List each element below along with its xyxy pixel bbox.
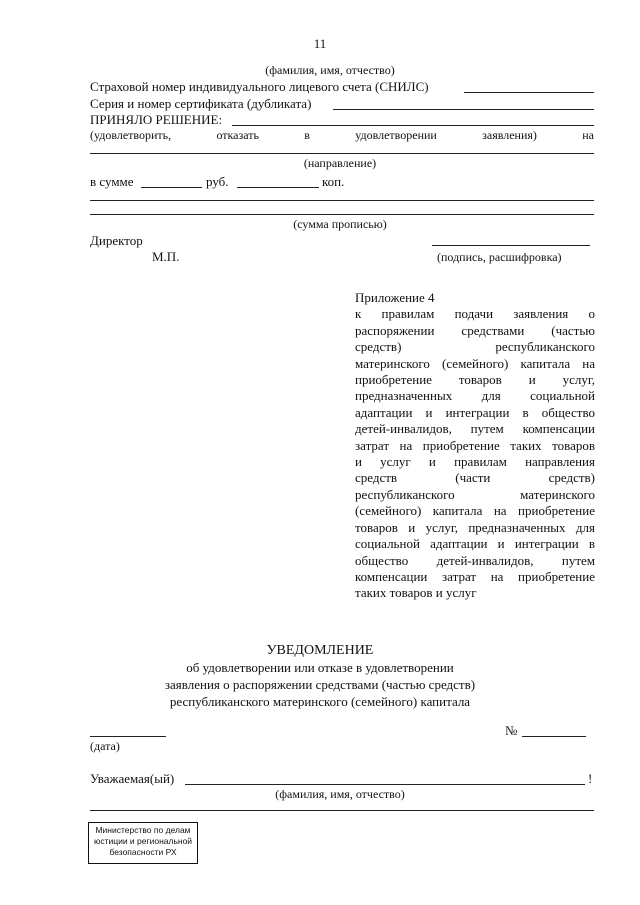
snils-field-line bbox=[464, 92, 594, 93]
option-to: на bbox=[582, 128, 594, 142]
direction-field-line bbox=[90, 153, 594, 154]
director-label: Директор bbox=[90, 233, 143, 248]
sum-words-line-2 bbox=[90, 214, 594, 215]
certificate-field-line bbox=[333, 109, 594, 110]
option-application: заявления) bbox=[482, 128, 537, 142]
appendix-line: средств (части средств) bbox=[355, 470, 595, 486]
ministry-stamp bbox=[88, 822, 198, 864]
seal-label: М.П. bbox=[152, 249, 180, 264]
page-number: 11 bbox=[313, 36, 327, 51]
decision-label: ПРИНЯЛО РЕШЕНИЕ: bbox=[90, 112, 223, 127]
greeting-label: Уважаемая(ый) bbox=[90, 771, 175, 786]
decision-options-row bbox=[90, 128, 594, 143]
appendix-line: материнского (семейного) капитала на bbox=[355, 355, 595, 371]
appendix-line: общество детей-инвалидов, путем bbox=[355, 552, 595, 568]
stamp-line: безопасности РХ bbox=[109, 847, 177, 857]
sum-words-caption: (сумма прописью) bbox=[293, 217, 387, 231]
number-sign: № bbox=[505, 723, 518, 738]
appendix-line: социальной адаптации и интеграции в bbox=[355, 536, 595, 552]
snils-label: Страховой номер индивидуального лицевого счета (СНИЛС) bbox=[90, 79, 429, 94]
option-satisfy: (удовлетворить, bbox=[90, 128, 172, 142]
appendix-line: затрат на приобретение таких товаров bbox=[355, 437, 595, 453]
signature-caption: (подпись, расшифровка) bbox=[437, 250, 562, 264]
date-caption: (дата) bbox=[90, 739, 120, 753]
sum-words-line-1 bbox=[90, 200, 594, 201]
appendix-line: детей-инвалидов, путем компенсации bbox=[355, 421, 595, 437]
notice-subtitle-2: заявления о распоряжении средствами (частью средств) bbox=[164, 677, 476, 692]
appendix-title: Приложение 4 bbox=[355, 290, 435, 305]
appendix-line: и услуг и правилам направления bbox=[355, 454, 595, 470]
exclamation-mark: ! bbox=[588, 771, 593, 786]
bottom-line bbox=[90, 810, 594, 811]
signature-line bbox=[432, 245, 590, 246]
option-refuse: отказать bbox=[216, 128, 259, 142]
notice-title: УВЕДОМЛЕНИЕ bbox=[266, 643, 374, 658]
appendix-line: товаров и услуг, предназначенных для bbox=[355, 519, 595, 535]
notice-subtitle-3: республиканского материнского (семейного) капитала bbox=[169, 694, 471, 709]
number-field-line bbox=[522, 736, 586, 737]
rub-field-line bbox=[141, 187, 202, 188]
appendix-line: (семейного) капитала на приобретение bbox=[355, 503, 595, 519]
notice-subtitle-1: об удовлетворении или отказе в удовлетворении bbox=[186, 660, 454, 675]
appendix-line: средств) республиканского bbox=[355, 339, 595, 355]
date-field-line bbox=[90, 736, 166, 737]
appendix-line: таких товаров и услуг bbox=[355, 585, 477, 601]
appendix-block bbox=[355, 290, 595, 602]
appendix-line: компенсации затрат на приобретение bbox=[355, 568, 595, 584]
appendix-line: распоряжении средствами (частью bbox=[355, 322, 595, 338]
greeting-name-line bbox=[185, 784, 585, 785]
fio-caption-top: (фамилия, имя, отчество) bbox=[265, 63, 395, 77]
direction-caption: (направление) bbox=[303, 156, 377, 170]
option-in: в bbox=[304, 128, 310, 142]
kop-field-line bbox=[237, 187, 319, 188]
option-satisfaction: удовлетворении bbox=[355, 128, 437, 142]
rub-label: руб. bbox=[206, 174, 229, 189]
appendix-line: адаптации и интеграции в общество bbox=[355, 404, 595, 420]
certificate-label: Серия и номер сертификата (дубликата) bbox=[90, 96, 312, 111]
appendix-line: к правилам подачи заявления о bbox=[355, 306, 595, 322]
appendix-line: приобретение товаров и услуг, bbox=[355, 372, 595, 388]
stamp-line: Министерство по делам bbox=[95, 825, 191, 835]
stamp-line: юстиции и региональной bbox=[93, 836, 193, 846]
fio-caption-bottom: (фамилия, имя, отчество) bbox=[275, 787, 405, 801]
kop-label: коп. bbox=[322, 174, 345, 189]
appendix-line: предназначенных для социальной bbox=[355, 388, 595, 404]
sum-label: в сумме bbox=[90, 174, 134, 189]
decision-field-line bbox=[232, 125, 594, 126]
appendix-line: республиканского материнского bbox=[355, 486, 595, 502]
